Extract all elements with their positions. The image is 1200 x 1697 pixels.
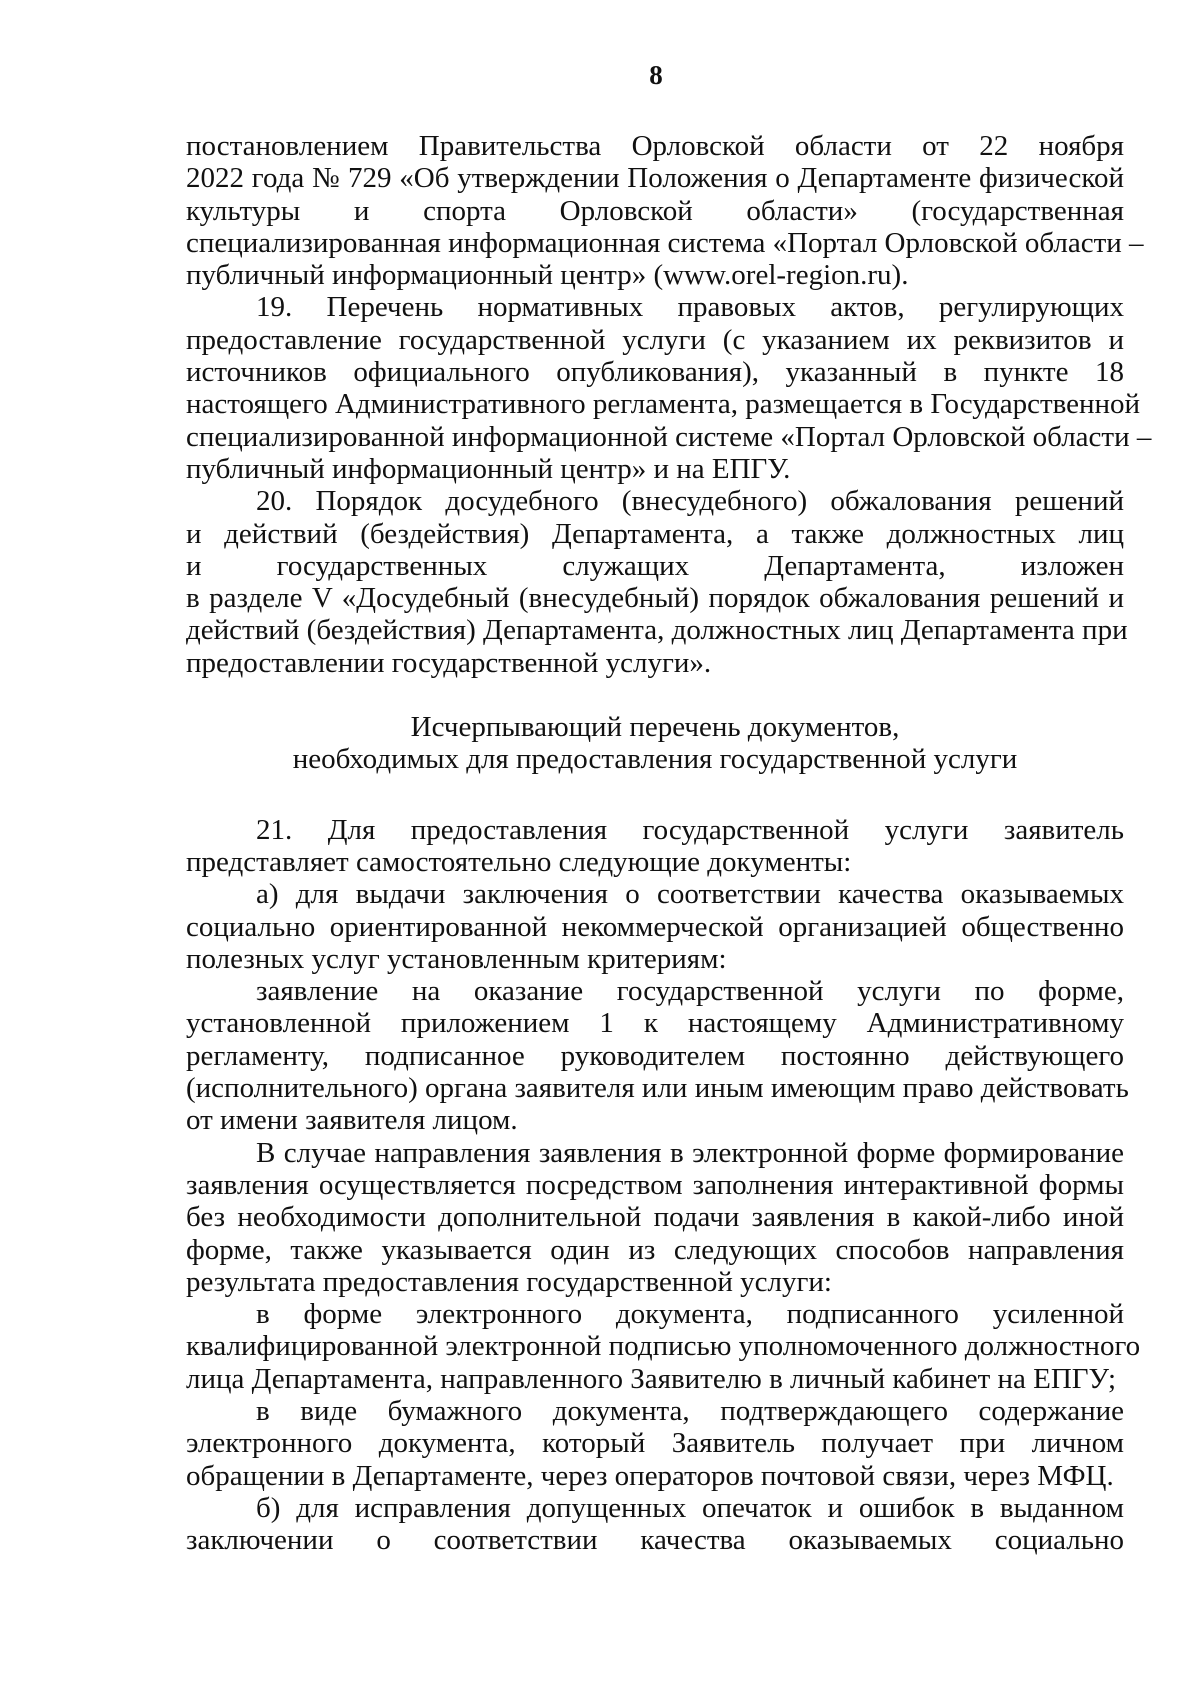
text-line: специализированной информационной системе «Портал Орловской области – xyxy=(186,420,1152,453)
text-line: и действий (бездействия) Департамента, а также должностных лиц xyxy=(186,517,1124,550)
document-body xyxy=(186,130,1152,1557)
text-line: результата предоставления государственной услуги: xyxy=(186,1265,832,1298)
text-line: представляет самостоятельно следующие документы: xyxy=(186,845,852,878)
text-line: а) для выдачи заключения о соответствии качества оказываемых xyxy=(256,878,1124,911)
text-line: 19. Перечень нормативных правовых актов, регулирующих xyxy=(256,291,1124,324)
text-line: социально ориентированной некоммерческой организацией общественно xyxy=(186,910,1124,943)
page-number: 8 xyxy=(649,60,663,90)
paragraph-application xyxy=(186,975,1129,1137)
paragraph-a xyxy=(186,878,1124,975)
text-line: обращении в Департаменте, через операторов почтовой связи, через МФЦ. xyxy=(186,1459,1114,1492)
paragraph-19 xyxy=(186,291,1152,485)
text-line: В случае направления заявления в электронной форме формирование xyxy=(256,1136,1124,1169)
text-line: предоставлении государственной услуги». xyxy=(186,646,712,679)
text-line: источников официального опубликования), указанный в пункте 18 xyxy=(186,356,1124,389)
paragraph-continuation xyxy=(186,130,1144,292)
text-line: заключении о соответствии качества оказываемых социально xyxy=(186,1524,1124,1557)
text-line: 21. Для предоставления государственной услуги заявитель xyxy=(256,813,1124,846)
paragraph-21 xyxy=(186,814,1124,879)
text-line: культуры и спорта Орловской области» (государственная xyxy=(186,194,1124,227)
text-line: заявления осуществляется посредством заполнения интерактивной формы xyxy=(186,1168,1124,1201)
text-line: полезных услуг установленным критериям: xyxy=(186,942,727,975)
text-line: (исполнительного) органа заявителя или иным имеющим право действовать xyxy=(186,1072,1129,1105)
text-line: без необходимости дополнительной подачи заявления в какой-либо иной xyxy=(186,1201,1124,1234)
text-line: квалифицированной электронной подписью уполномоченного должностного xyxy=(186,1330,1141,1363)
paragraph-paper-document xyxy=(186,1395,1124,1492)
text-line: б) для исправления допущенных опечаток и ошибок в выданном xyxy=(256,1491,1124,1524)
text-line: электронного документа, который Заявитель получает при личном xyxy=(186,1427,1124,1460)
text-line: заявление на оказание государственной услуги по форме, xyxy=(256,975,1124,1008)
paragraph-electronic-document xyxy=(186,1298,1141,1395)
text-line: действий (бездействия) Департамента, должностных лиц Департамента при xyxy=(186,614,1128,647)
text-line: настоящего Административного регламента, размещается в Государственной xyxy=(186,388,1141,421)
text-line: лица Департамента, направленного Заявителю в личный кабинет на ЕПГУ; xyxy=(186,1362,1117,1395)
text-line: публичный информационный центр» и на ЕПГУ. xyxy=(186,452,791,485)
text-line: 20. Порядок досудебного (внесудебного) обжалования решений xyxy=(256,485,1124,518)
text-line: в разделе V «Досудебный (внесудебный) порядок обжалования решений и xyxy=(186,582,1124,615)
text-line: предоставление государственной услуги (с указанием их реквизитов и xyxy=(186,323,1124,356)
paragraph-20 xyxy=(186,485,1128,679)
heading-line: необходимых для предоставления государственной услуги xyxy=(292,743,1018,776)
text-line: постановлением Правительства Орловской области от 22 ноября xyxy=(186,130,1124,162)
text-line: специализированная информационная система «Портал Орловской области – xyxy=(186,226,1144,259)
heading-line: Исчерпывающий перечень документов, xyxy=(410,711,900,744)
paragraph-b xyxy=(186,1492,1124,1557)
paragraph-electronic xyxy=(186,1137,1124,1298)
text-line: публичный информационный центр» (www.orel-region.ru). xyxy=(186,259,909,292)
section-heading xyxy=(186,711,1124,776)
text-line: установленной приложением 1 к настоящему Административному xyxy=(186,1007,1124,1040)
text-line: и государственных служащих Департамента, изложен xyxy=(186,549,1124,582)
text-line: 2022 года № 729 «Об утверждении Положения о Департаменте физической xyxy=(186,162,1124,195)
text-line: регламенту, подписанное руководителем постоянно действующего xyxy=(186,1039,1124,1072)
text-line: от имени заявителя лицом. xyxy=(186,1104,518,1137)
text-line: в виде бумажного документа, подтверждающего содержание xyxy=(256,1394,1124,1427)
text-line: форме, также указывается один из следующих способов направления xyxy=(186,1233,1124,1266)
text-line: в форме электронного документа, подписанного усиленной xyxy=(256,1298,1124,1331)
